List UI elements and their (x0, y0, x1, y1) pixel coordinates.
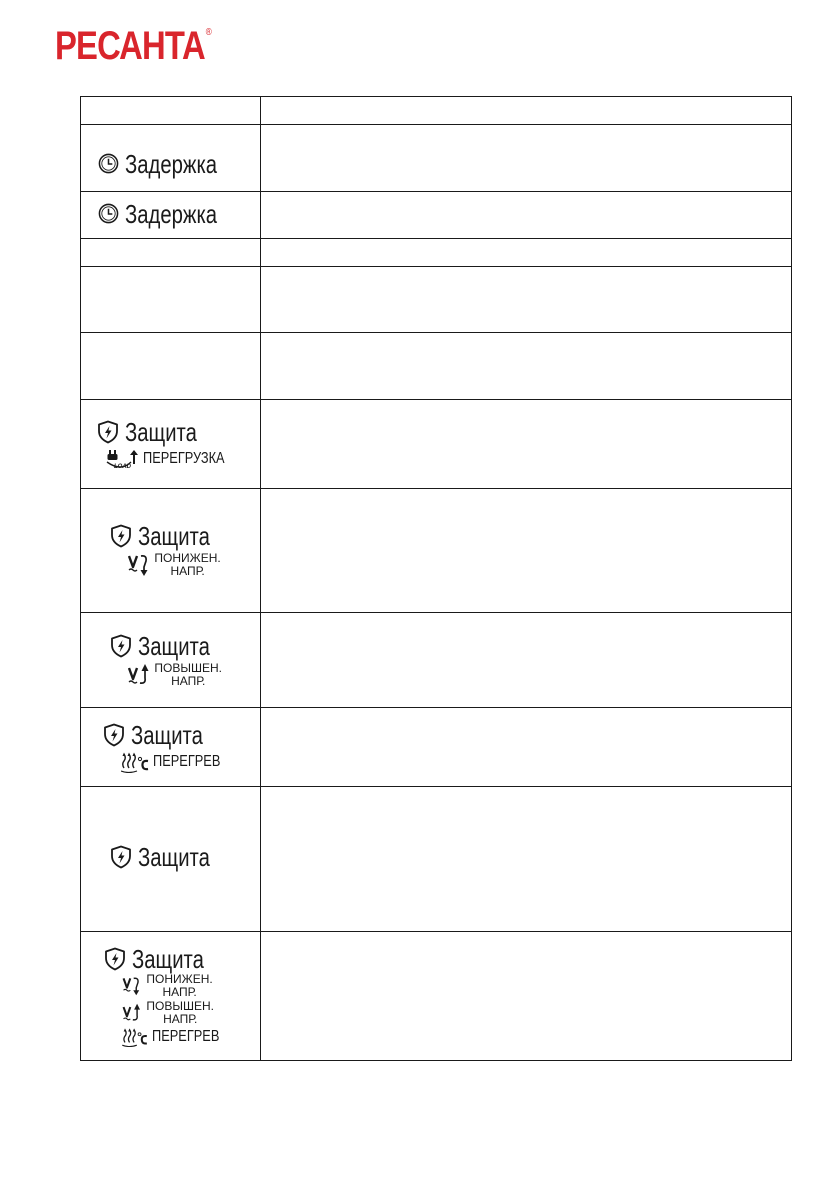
low-voltage-line2: НАПР. (162, 984, 197, 999)
protection-label: Защита (132, 943, 205, 974)
overload-label: ПЕРЕГРУЗКА (142, 449, 225, 467)
high-voltage-indicator (110, 630, 230, 688)
heat-icon (122, 1027, 148, 1047)
voltage-down-icon (128, 552, 150, 578)
indicator-cell (81, 333, 261, 400)
registered-mark: ® (205, 27, 211, 38)
low-voltage-indicator (110, 523, 230, 578)
delay-indicator (98, 198, 243, 229)
brand-name: РЕСАНТА (55, 24, 205, 68)
indicator-cell (81, 125, 261, 192)
description-cell (261, 239, 792, 267)
shield-lightning-icon (97, 420, 119, 444)
table-row (81, 489, 792, 613)
indicator-cell (81, 787, 261, 932)
protection-label: Защита (131, 719, 204, 750)
overload-indicator (97, 416, 245, 470)
table-row (81, 192, 792, 239)
svg-text:LOAD: LOAD (113, 463, 131, 470)
indicator-cell (81, 97, 261, 125)
indicator-cell (81, 239, 261, 267)
description-cell (261, 400, 792, 489)
brand-logo (55, 26, 211, 66)
description-cell (261, 333, 792, 400)
indicator-cell (81, 932, 261, 1061)
overheat-label: ПЕРЕГРЕВ (153, 752, 221, 770)
high-voltage-line1: ПОВЫШЕН. (154, 660, 223, 675)
high-voltage-line1: ПОВЫШЕН. (146, 998, 214, 1013)
high-voltage-line2: НАПР. (163, 1011, 198, 1026)
delay-label: Задержка (124, 198, 218, 229)
low-voltage-line2: НАПР. (170, 564, 205, 578)
table-row (81, 613, 792, 708)
description-cell (261, 613, 792, 708)
table-row (81, 267, 792, 333)
description-cell (261, 787, 792, 932)
clock-icon (98, 153, 119, 174)
low-voltage-line1: ПОНИЖЕН. (154, 551, 221, 565)
shield-lightning-icon (110, 524, 132, 548)
indicator-cell (81, 267, 261, 333)
indicator-table (80, 96, 792, 1061)
heat-icon (121, 751, 149, 773)
voltage-down-icon (122, 975, 142, 997)
table-row (81, 97, 792, 125)
delay-label: Задержка (124, 148, 218, 179)
description-cell (261, 708, 792, 787)
description-cell (261, 125, 792, 192)
combined-protection-indicator (104, 943, 236, 1047)
voltage-up-icon (128, 662, 150, 688)
shield-lightning-icon (104, 947, 126, 971)
description-cell (261, 489, 792, 613)
description-cell (261, 932, 792, 1061)
description-cell (261, 97, 792, 125)
voltage-up-icon (122, 1002, 142, 1024)
low-voltage-line1: ПОНИЖЕН. (146, 971, 213, 986)
indicator-cell (81, 192, 261, 239)
table-row (81, 400, 792, 489)
indicator-cell (81, 613, 261, 708)
protection-indicator (110, 844, 230, 870)
shield-lightning-icon (103, 723, 125, 747)
high-voltage-line2: НАПР. (171, 673, 206, 688)
overheat-indicator (103, 719, 237, 773)
clock-icon (98, 203, 119, 224)
description-cell (261, 267, 792, 333)
load-plug-icon (105, 448, 139, 470)
delay-indicator (98, 137, 243, 177)
shield-lightning-icon (110, 845, 132, 869)
protection-label: Защита (138, 842, 211, 872)
table-row (81, 787, 792, 932)
table-row (81, 239, 792, 267)
table-row (81, 333, 792, 400)
table-row (81, 125, 792, 192)
description-cell (261, 192, 792, 239)
indicator-cell (81, 489, 261, 613)
indicator-cell (81, 708, 261, 787)
protection-label: Защита (138, 630, 211, 661)
shield-lightning-icon (110, 634, 132, 658)
protection-label: Защита (124, 416, 197, 447)
table-row (81, 708, 792, 787)
indicator-cell (81, 400, 261, 489)
table-row (81, 932, 792, 1061)
protection-label: Защита (138, 521, 211, 551)
overheat-label: ПЕРЕГРЕВ (152, 1027, 220, 1045)
